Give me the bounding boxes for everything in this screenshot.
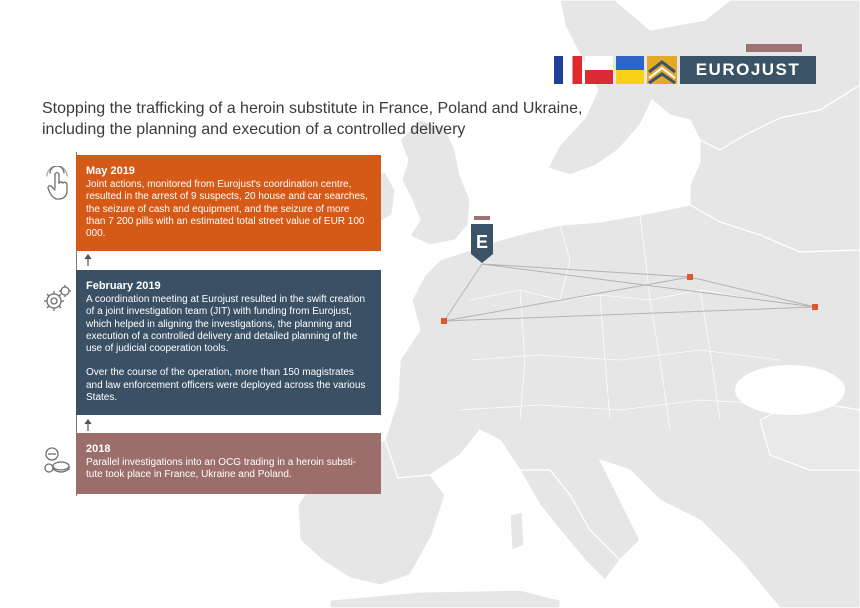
card-text: Parallel investigations into an OCG trading in a heroin substi-tute took place in France, Ukraine and Poland. [86,457,357,481]
eurojust-location-pin [470,216,494,264]
arrow-up-icon [82,418,94,432]
timeline-card-may-2019 [76,155,381,251]
gears-icon [42,282,72,316]
pills-icon [42,444,72,478]
card-date: 2018 [86,443,111,455]
poland-flag [585,56,613,84]
france-flag [554,56,582,84]
timeline-card-february-2019 [76,270,381,415]
ukraine-flag [616,56,644,84]
page-title: Stopping the trafficking of a heroin substitute in France, Poland and Ukraine, including the planning and execution of a controlled delivery [42,100,583,138]
country-flags [554,56,678,84]
eurojust-emblem [647,56,677,84]
card-text: A coordination meeting at Eurojust resulted in the swift creation of a joint investigation team (JIT) with funding from Eurojust, which helped in aligning the investigations, the planning and execution of a controlled delivery and detailed planning of the use of judicial cooperation tools. [86,294,366,355]
arrow-up-icon [82,253,94,267]
timeline-card-2018 [76,433,381,494]
pin-letter: E [475,232,489,252]
card-text: Over the course of the operation, more than 150 magistrates and law enforcement officers were deployed across the various States. [86,367,366,404]
hand-pointer-icon [42,166,72,200]
eurojust-logo: EUROJUST [680,56,816,84]
card-date: February 2019 [86,280,161,292]
card-date: May 2019 [86,165,135,177]
chevron-emblem-icon [647,56,677,84]
card-text: Joint actions, monitored from Eurojust's coordination centre, resulted in the arrest of 9 suspects, 20 house and car searches, the seizure of cash and equipment, and the seizure of more than 7 200 pills with an estimated total street value of EUR 100 000. [86,179,368,240]
logo-accent-bar [746,44,802,52]
